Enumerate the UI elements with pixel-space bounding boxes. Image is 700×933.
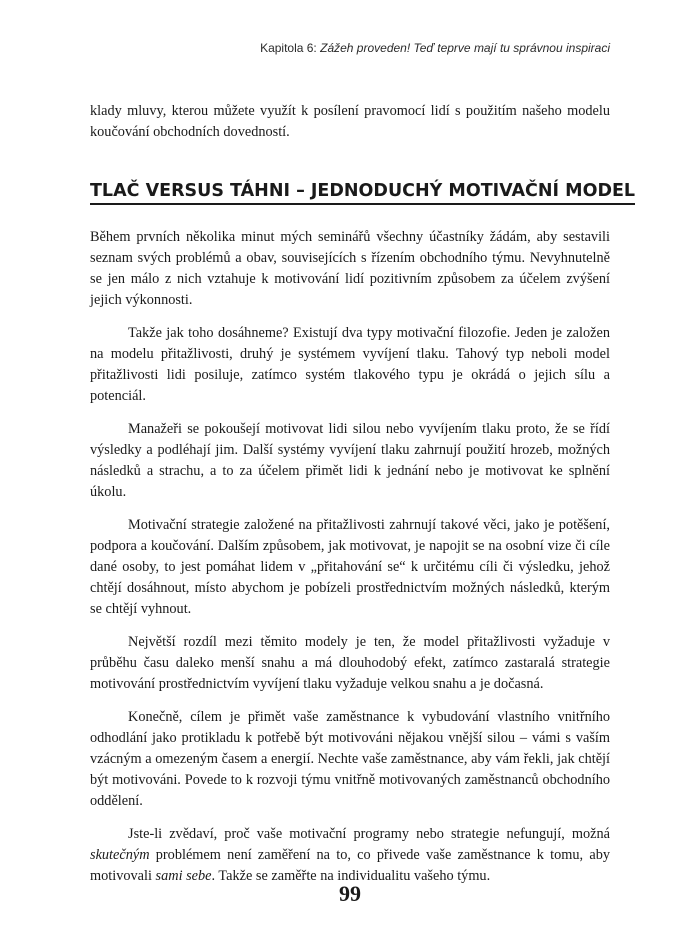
paragraph-4: Motivační strategie založené na přitažlivosti zahrnují takové věci, jako je potěšení, podpora a koučování. Dalším způsobem, jak motivovat, je napojit se na osobní vize či cíle dané osoby, to jest pomáhat lidem v „přitahování se“ k určitému cíli či výsledku, jehož chtějí dosáhnout, místo abychom je pobízeli prostřednictvím možných následků, kterým se chtějí vyhnout. [90, 517, 610, 617]
intro-text-block [90, 101, 610, 143]
page-number: 99 [339, 881, 361, 906]
running-header [260, 41, 610, 55]
header-chapter-subtitle: Zážeh proveden! Teď teprve mají tu správnou inspiraci [320, 41, 610, 55]
paragraph-3: Manažeři se pokoušejí motivovat lidi silou nebo vyvíjením tlaku proto, že se řídí výsledky a podléhají jim. Další systémy vyvíjení tlaku zahrnují použití hrozeb, možných následků a strachu, a to za účelem přimět lidi k jednání nebo je motivovat ke splnění úkolu. [90, 421, 610, 500]
paragraph-7-part-2: problémem není zaměření na to, co přivede vaše zaměstnance k tomu, aby motivovali [90, 847, 610, 884]
intro-paragraph: klady mluvy, kterou můžete využít k posílení pravomocí lidí s použitím našeho modelu koučování obchodních dovedností. [90, 103, 610, 140]
paragraph-7-emphasis-1: skutečným [90, 847, 150, 863]
paragraph-7-part-3: . Takže se zaměřte na individualitu vašeho týmu. [211, 868, 491, 884]
paragraph-2: Takže jak toho dosáhneme? Existují dva typy motivační filozofie. Jeden je založen na modelu přitažlivosti, druhý je systémem vyvíjení tlaku. Tahový typ neboli model přitažlivosti lidi posiluje, zatímco systém tlakového typu je okrádá o jejich sílu a potenciál. [90, 325, 610, 404]
section-heading: TLAČ VERSUS TÁHNI – JEDNODUCHÝ MOTIVAČNÍ MODEL [90, 180, 635, 205]
section-body [90, 227, 610, 899]
header-chapter: Kapitola 6: [260, 41, 317, 55]
paragraph-5: Největší rozdíl mezi těmito modely je ten, že model přitažlivosti vyžaduje v průběhu času daleko menší snahu a má dlouhodobý efekt, zatímco zastaralá strategie motivování prostřednictvím vyvíjení tlaku vyžaduje velkou snahu a je dočasná. [90, 634, 610, 692]
paragraph-7-emphasis-2: sami sebe [155, 868, 212, 884]
paragraph-6: Konečně, cílem je přimět vaše zaměstnance k vybudování vlastního vnitřního odhodlání jako protikladu k potřebě být motivováni nějakou vnější silou – vámi s vaším vzácným a omezeným časem a energií. Nechte vaše zaměstnance, aby vám řekli, jak chtějí být motivováni. Povede to k rozvoji týmu vnitřně motivovaných zaměstnanců obchodního oddělení. [90, 709, 610, 809]
paragraph-1: Během prvních několika minut mých seminářů všechny účastníky žádám, aby sestavili seznam svých problémů a obav, souvisejících s řízením obchodního týmu. Nevyhnutelně se jen málo z nich vztahuje k motivování lidí pozitivním způsobem za účelem zvýšení jejich výkonnosti. [90, 229, 610, 308]
paragraph-7 [90, 824, 610, 887]
paragraph-7-part-1: Jste-li zvědaví, proč vaše motivační programy nebo strategie nefungují, možná [128, 826, 610, 842]
